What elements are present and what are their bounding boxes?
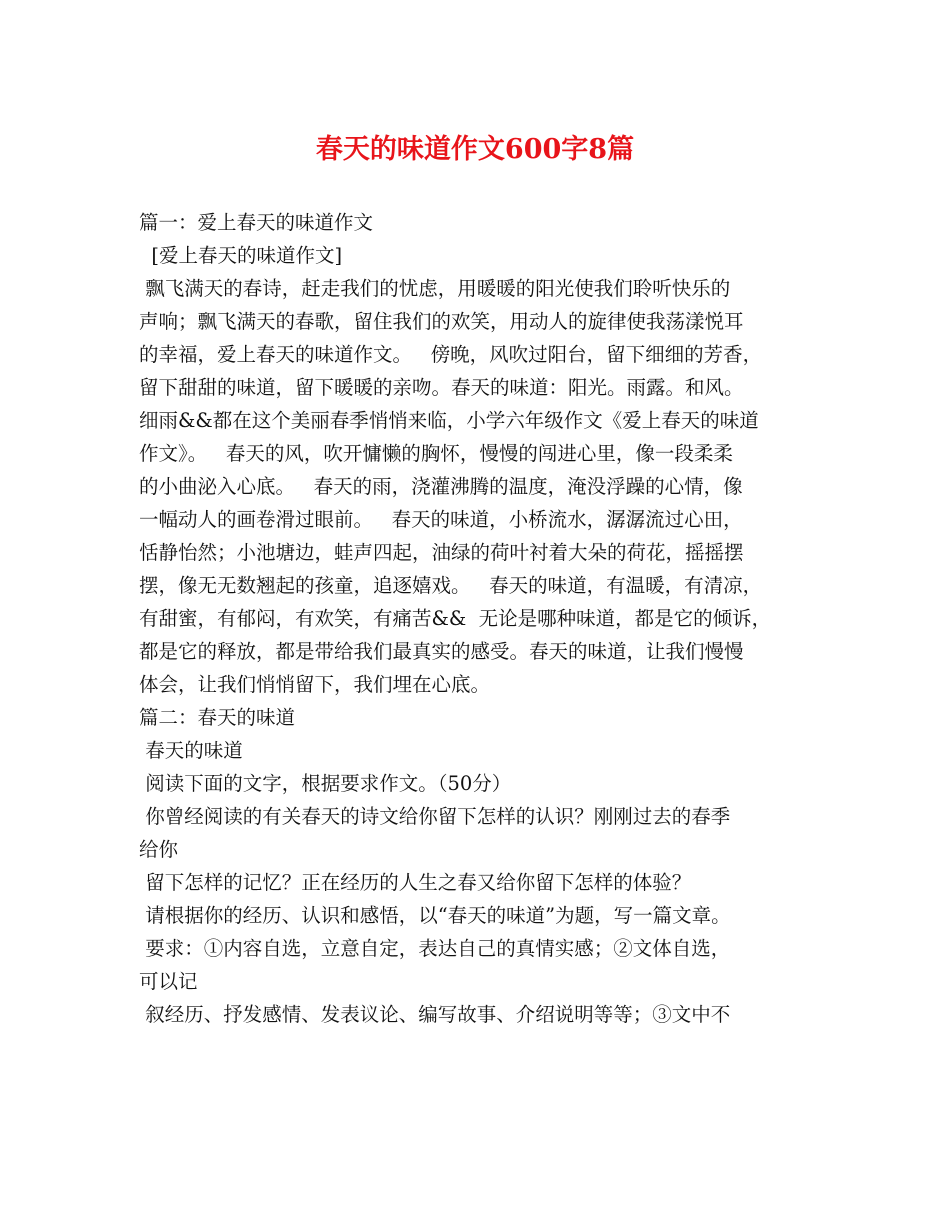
text-line: 摆，像无无数翘起的孩童，追逐嬉戏。 春天的味道，有温暖，有清凉， <box>139 574 763 597</box>
text-line: 留下甜甜的味道，留下暖暖的亲吻。春天的味道：阳光。雨露。和风。 <box>139 376 744 399</box>
text-line: 你曾经阅读的有关春天的诗文给你留下怎样的认识？刚刚过去的春季 <box>139 805 731 828</box>
text-line: 的小曲泌入心底。 春天的雨，浇灌沸腾的温度，淹没浮躁的心情，像 <box>139 475 743 498</box>
text-line: 都是它的释放，都是带给我们最真实的感受。春天的味道，让我们慢慢 <box>139 640 744 663</box>
text-line: 有甜蜜，有郁闷，有欢笑，有痛苦&& 无论是哪种味道，都是它的倾诉， <box>139 607 772 630</box>
text-line: [爱上春天的味道作文] <box>139 244 343 267</box>
text-line: 恬静怡然；小池塘边，蛙声四起，油绿的荷叶衬着大朵的荷花，摇摇摆 <box>139 541 744 564</box>
text-line: 一幅动人的画卷滑过眼前。 春天的味道，小桥流水，潺潺流过心田， <box>139 508 743 531</box>
text-line: 飘飞满天的春诗，赶走我们的忧虑，用暖暖的阳光使我们聆听快乐的 <box>139 277 731 300</box>
text-line: 可以记 <box>139 970 198 993</box>
text-line: 留下怎样的记忆？正在经历的人生之春又给你留下怎样的体验？ <box>139 871 692 894</box>
text-line: 作文》。 春天的风，吹开慵懒的胸怀，慢慢的闯进心里，像一段柔柔 <box>139 442 733 465</box>
document-body <box>139 206 819 1031</box>
page-title: 春天的味道作文600字8篇 <box>315 134 635 165</box>
text-line: 篇二：春天的味道 <box>139 706 296 729</box>
text-line: 细雨&&都在这个美丽春季悄悄来临，小学六年级作文《爱上春天的味道 <box>139 409 759 432</box>
text-line: 的幸福，爱上春天的味道作文。 傍晚，风吹过阳台，留下细细的芳香， <box>139 343 763 366</box>
text-line: 给你 <box>139 838 179 861</box>
text-line: 篇一：爱上春天的味道作文 <box>139 211 374 234</box>
text-line: 声响；飘飞满天的春歌，留住我们的欢笑，用动人的旋律使我荡漾悦耳 <box>139 310 744 333</box>
text-line: 阅读下面的文字，根据要求作文。（50分） <box>139 772 512 795</box>
text-line: 叙经历、抒发感情、发表议论、编写故事、介绍说明等等；③文中不 <box>139 1003 731 1026</box>
text-line: 体会，让我们悄悄留下，我们埋在心底。 <box>139 673 491 696</box>
text-line: 要求：①内容自选，立意自定，表达自己的真情实感；②文体自选， <box>139 937 731 960</box>
text-line: 春天的味道 <box>139 739 243 762</box>
text-line: 请根据你的经历、认识和感悟，以“春天的味道”为题，写一篇文章。 <box>139 904 731 927</box>
